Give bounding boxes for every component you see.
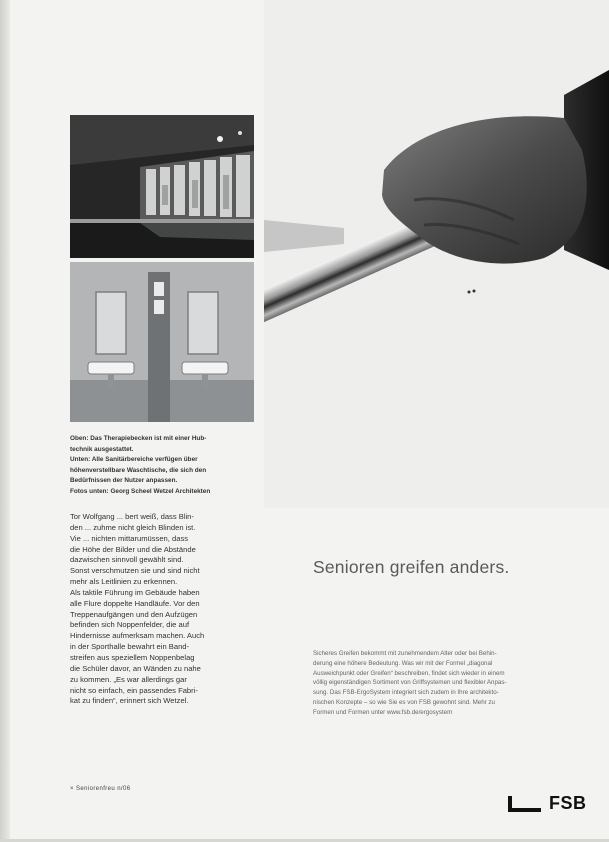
body-line: Sonst verschmutzen sie und sind nicht [70,566,200,576]
body-line: zu kommen. „Es war allerdings gar [70,674,187,684]
ad-copy-line: derung eine höhere Bedeutung. Was wir mit der Formel „diagonal [313,659,493,667]
ad-copy-text [313,649,575,718]
body-line: die Höhe der Bilder und die Abstände [70,544,196,554]
body-line: Vie ... nichten mittarumüssen, dass [70,533,189,543]
therapy-pool-illustration [70,115,254,258]
footer-folio: × Seniorenfreu n/06 [70,786,131,792]
fsb-logo [508,794,588,814]
caption-line: Fotos unten: Georg Scheel Wetzel Architekten [70,487,211,495]
ad-slogan: Senioren greifen anders. [313,557,510,577]
body-line: den ... zuhme nicht gleich Blinden ist. [70,522,196,532]
body-line: kat zu finden“, erinnert sich Wetzel. [70,696,189,706]
body-line: alle Flure doppelte Handläufe. Vor den [70,598,200,608]
body-line: Als taktile Führung im Gebäude haben [70,587,200,597]
body-line: befinden sich Noppenfelder, die auf [70,620,190,630]
body-line: in der Sporthalle bewahrt ein Band- [70,642,190,652]
caption-line: Unten: Alle Sanitärbereiche verfügen über [70,456,198,463]
ad-copy-line: Sicheres Greifen bekommt mit zunehmendem Alter oder bei Behin- [313,650,497,657]
fsb-logo-mark [508,796,541,812]
page-gutter [0,0,10,842]
caption-line: höhenverstellbare Waschtische, die sich den [70,466,207,474]
washroom-illustration [70,262,254,422]
photo-caption [70,434,262,497]
body-line: mehr als Leitlinien zu erkennen. [70,577,178,587]
ad-copy-line: sung. Das FSB-ErgoSystem integriert sich zudem in Ihre architekto- [313,689,499,697]
washroom-photo [70,262,254,422]
ad-copy-line: nischen Konzepte – so wie Sie es von FSB gewohnt sind. Mehr zu [313,698,495,706]
hand-on-rail-illustration [264,0,609,508]
body-line: Hindernisse aufmerksam machen. Auch [70,631,205,641]
body-line: streifen aus speziellem Noppenbelag [70,652,195,662]
caption-line: Oben: Das Therapiebecken ist mit einer Hub- [70,435,207,442]
article-body-text [70,512,256,707]
body-line: dazwischen sinnvoll gewählt sind. [70,555,184,565]
ad-copy-line: Formen und Formen unter www.fsb.de/ergosystem [313,708,453,716]
body-line: die Schüler davor, an Wänden zu nahe [70,663,201,673]
caption-line: Bedürfnissen der Nutzer anpassen. [70,477,178,484]
caption-line: technik ausgestattet. [70,445,134,453]
fsb-logo-text: FSB [549,793,587,813]
hand-grip-rail-photo [264,0,609,508]
ad-copy-line: völlig eigenständigen Sortiment von Griffsystemen und flexibler Anpas- [313,679,507,687]
body-line: Treppenaufgängen und den Aufzügen [70,609,198,619]
ad-copy-line: Ausweichpunkt oder Greifen“ beschreiben, findet sich wieder in einem [313,669,505,677]
body-line: nicht so einfach, ein passendes Fabri- [70,685,198,695]
therapy-pool-photo [70,115,254,258]
body-line: Tor Wolfgang ... bert weiß, dass Blin- [70,512,194,521]
